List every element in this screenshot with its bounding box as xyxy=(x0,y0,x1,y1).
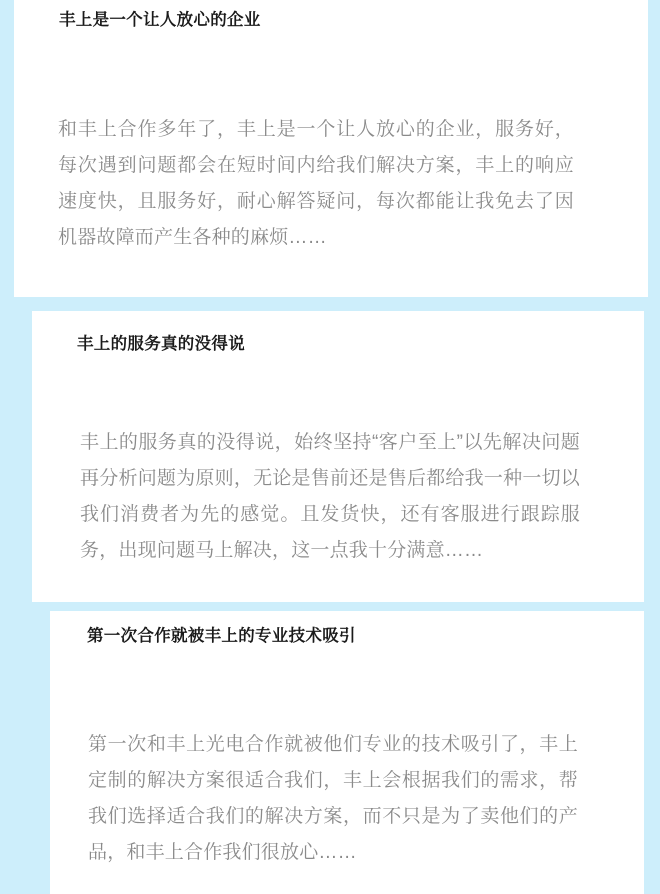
testimonial-title-3: 第一次合作就被丰上的专业技术吸引 xyxy=(87,627,356,645)
testimonial-body-1: 和丰上合作多年了，丰上是一个让人放心的企业，服务好，每次遇到问题都会在短时间内给我们解决方案，丰上的响应速度快，且服务好，耐心解答疑问，每次都能让我免去了因机器故障而产生各种的麻烦…… xyxy=(58,119,574,248)
testimonial-title-2: 丰上的服务真的没得说 xyxy=(77,335,245,353)
testimonial-body-2: 丰上的服务真的没得说，始终坚持“客户至上”以先解决问题再分析问题为原则，无论是售前还是售后都给我一种一切以我们消费者为先的感觉。且发货快，还有客服进行跟踪服务，出现问题马上解决，这一点我十分满意…… xyxy=(80,432,580,561)
testimonial-body-3: 第一次和丰上光电合作就被他们专业的技术吸引了，丰上定制的解决方案很适合我们，丰上会根据我们的需求，帮我们选择适合我们的解决方案，而不只是为了卖他们的产品，和丰上合作我们很放心…… xyxy=(88,734,578,863)
testimonial-title-1: 丰上是一个让人放心的企业 xyxy=(59,11,261,29)
